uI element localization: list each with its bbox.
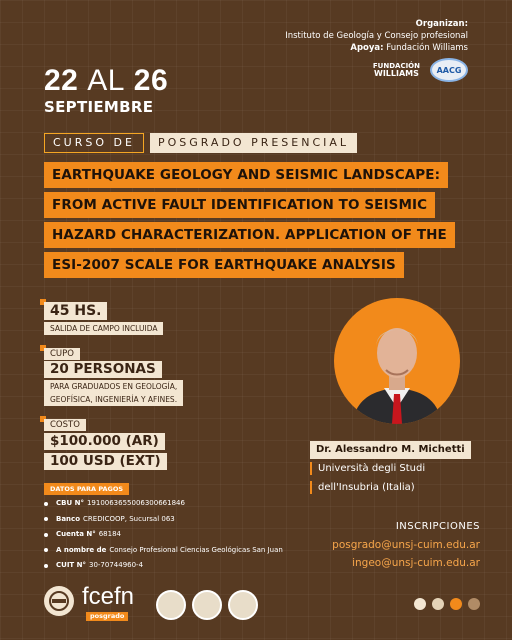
course-title-line-1: EARTHQUAKE GEOLOGY AND SEISMIC LANDSCAPE:: [44, 162, 448, 188]
course-type: POSGRADO PRESENCIAL: [150, 133, 357, 153]
payment-value: CREDICOOP, Sucursal 063: [83, 514, 175, 523]
date-end: 26: [133, 64, 169, 97]
date-month: SEPTIEMBRE: [44, 98, 154, 116]
payment-value: 1910063655006300661846: [86, 499, 185, 507]
university-seal-icon: [156, 590, 186, 620]
audience-line-2: GEOFÍSICA, INGENIERÍA Y AFINES.: [44, 393, 183, 406]
date-range: [44, 64, 168, 98]
payment-row-cbu: [44, 496, 283, 512]
course-type-header: [44, 133, 357, 153]
speaker-photo: [334, 298, 460, 424]
quota-value: 20 PERSONAS: [44, 361, 162, 378]
registration-email-posgrado[interactable]: posgrado@unsj-cuim.edu.ar: [332, 539, 480, 551]
date-connector: AL: [87, 64, 125, 97]
registration-title: INSCRIPCIONES: [395, 521, 480, 532]
course-title-line-2: FROM ACTIVE FAULT IDENTIFICATION TO SEISMIC: [44, 192, 435, 218]
cost-ext: 100 USD (EXT): [44, 453, 167, 470]
geology-institute-seal-icon: [192, 590, 222, 620]
cost-label: COSTO: [44, 419, 86, 431]
cost-ar: $100.000 (AR): [44, 433, 165, 450]
posgrado-tag: posgrado: [86, 612, 128, 621]
dot-icon: [414, 598, 426, 610]
payment-value: 30-70744960-4: [89, 561, 144, 569]
field-trip-note: SALIDA DE CAMPO INCLUIDA: [44, 322, 163, 335]
payment-value: Consejo Profesional Ciencias Geológicas San Juan: [109, 545, 283, 554]
decorative-color-dots: [414, 598, 480, 610]
payment-value: 68184: [98, 530, 121, 538]
payment-row-account: [44, 527, 283, 543]
payment-row-cuit: [44, 558, 283, 574]
aacg-logo-text: AACG: [436, 65, 462, 75]
audience-line-1: PARA GRADUADOS EN GEOLOGÍA,: [44, 380, 183, 393]
payment-heading: DATOS PARA PAGOS: [44, 483, 129, 495]
speaker-affiliation-line-2: dell'Insubria (Italia): [310, 481, 415, 494]
fw-logo-line1: FUNDACIÓN: [372, 62, 420, 70]
payment-row-holder: [44, 543, 283, 559]
speaker-name: Dr. Alessandro M. Michetti: [310, 441, 471, 459]
support-name: Fundación Williams: [386, 43, 468, 53]
quota-label: CUPO: [44, 348, 80, 360]
payment-row-bank: [44, 512, 283, 528]
fcefn-emblem-icon: [44, 586, 74, 616]
payment-label: Cuenta N°: [56, 530, 96, 538]
dot-icon: [450, 598, 462, 610]
payment-details: [44, 496, 283, 574]
payment-label: Banco: [56, 514, 81, 523]
payment-label: CBU N°: [56, 499, 84, 507]
date-start: 22: [44, 64, 79, 97]
council-seal-icon: [228, 590, 258, 620]
registration-email-ingeo[interactable]: ingeo@unsj-cuim.edu.ar: [352, 557, 480, 569]
organizers-block: [285, 18, 468, 54]
course-title-line-4: ESI-2007 SCALE FOR EARTHQUAKE ANALYSIS: [44, 252, 404, 278]
payment-label: CUIT N°: [56, 561, 86, 569]
organizers-label: Organizan:: [415, 19, 468, 29]
dot-icon: [432, 598, 444, 610]
speaker-affiliation-line-1: Università degli Studi: [310, 462, 425, 475]
aacg-logo: [430, 58, 468, 82]
fcefn-wordmark: fcefn: [82, 583, 135, 610]
support-label: Apoya:: [350, 43, 384, 53]
course-hours: 45 HS.: [44, 302, 107, 320]
dot-icon: [468, 598, 480, 610]
organizers-list: Instituto de Geología y Consejo profesional: [285, 31, 468, 41]
partner-logos: [373, 58, 468, 82]
course-label: CURSO DE: [44, 133, 144, 153]
speaker-portrait-illustration: [334, 298, 460, 424]
course-title-line-3: HAZARD CHARACTERIZATION. APPLICATION OF THE: [44, 222, 455, 248]
fw-logo-line2: WILLIAMS: [374, 69, 419, 78]
payment-label: A nombre de: [56, 545, 107, 554]
fundacion-williams-logo: [373, 62, 420, 78]
